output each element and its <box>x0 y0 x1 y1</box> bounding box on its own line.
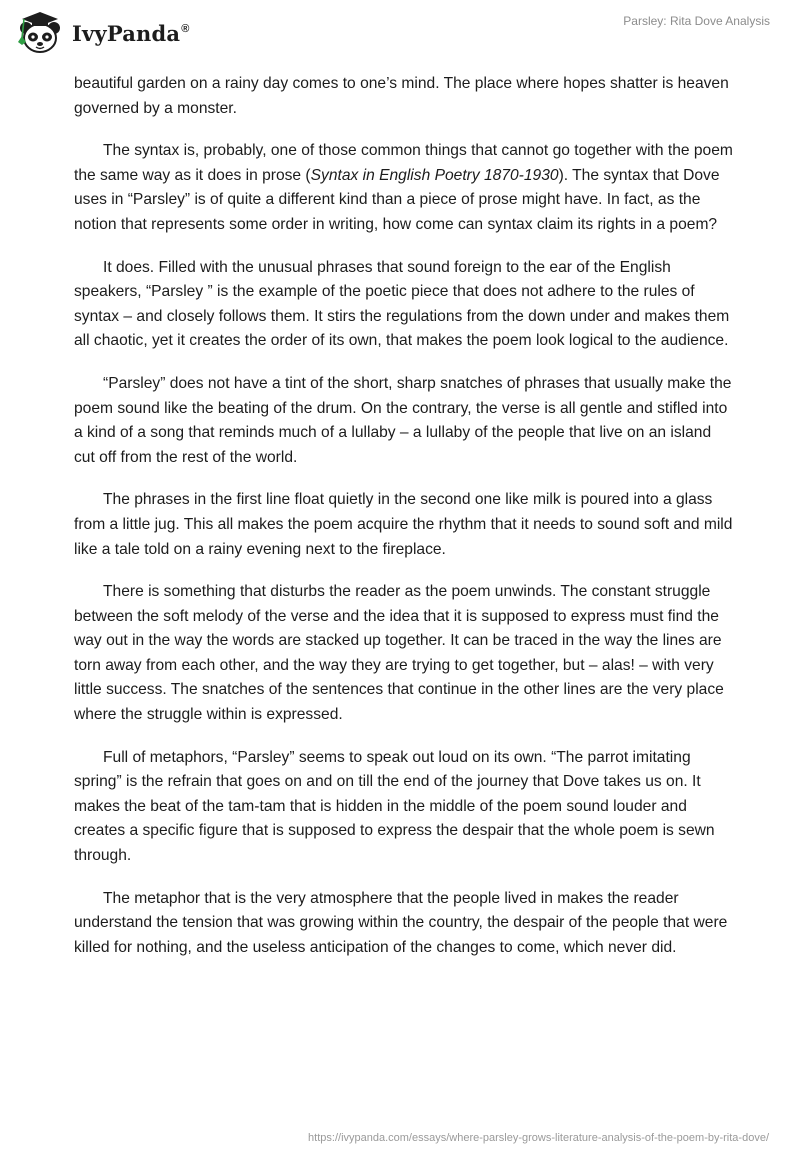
paragraph-7: Full of metaphors, “Parsley” seems to speak out loud on its own. “The parrot imitating spring” is the refrain that goes on and on till the end of the journey that Dove takes us on. It makes the beat of the tam-tam that is hidden in the middle of the poem sound louder and creates a specific figure that is supposed to express the despair that the whole poem is sewn through. <box>74 748 715 865</box>
paragraph-4: “Parsley” does not have a tint of the short, sharp snatches of phrases that usually make the poem sound like the beating of the drum. On the contrary, the verse is all gentle and stifled into a kind of a song that reminds much of a lullaby – a lullaby of the people that live on an island cut off from the rest of the world. <box>74 374 732 466</box>
page-header <box>0 0 800 62</box>
document-title: Parsley: Rita Dove Analysis <box>623 14 770 28</box>
source-url[interactable]: https://ivypanda.com/essays/where-parsley-grows-literature-analysis-of-the-poem-by-rita-dove/ <box>308 1132 769 1144</box>
paragraph-5: The phrases in the first line float quietly in the second one like milk is poured into a glass from a little jug. This all makes the poem acquire the rhythm that it needs to sound soft and mild like a tale told on a rainy evening next to the fireplace. <box>74 491 733 558</box>
paragraph-2: The syntax is, probably, one of those common things that cannot go together with the poem the same way as it does in prose (Syntax in English Poetry 1870-1930). The syntax that Dove uses in “Parsley” is of quite a different kind than a piece of prose might have. In fact, as the notion that represents some order in writing, how come can syntax claim its rights in a poem? <box>74 142 733 233</box>
essay-body <box>74 72 734 978</box>
cited-title: Syntax in English Poetry 1870-1930 <box>310 166 559 184</box>
ivypanda-logo[interactable] <box>14 8 190 56</box>
panda-graduation-icon <box>14 8 66 56</box>
paragraph-3: It does. Filled with the unusual phrases that sound foreign to the ear of the English speakers, “Parsley ” is the example of the poetic piece that does not adhere to the rules of syntax – and closely follows them. It stirs the regulations from the down under and makes them all chaotic, yet it creates the order of its own, that makes the poem look logical to the audience. <box>74 258 730 350</box>
paragraph-1: beautiful garden on a rainy day comes to one’s mind. The place where hopes shatter is heaven governed by a monster. <box>74 75 729 117</box>
paragraph-8: The metaphor that is the very atmosphere that the people lived in makes the reader understand the tension that was growing within the country, the despair of the people that were killed for nothing, and the useless anticipation of the changes to come, which never did. <box>74 889 728 956</box>
logo-text: IvyPanda® <box>72 20 190 46</box>
paragraph-6: There is something that disturbs the reader as the poem unwinds. The constant struggle between the soft melody of the verse and the idea that it is supposed to express must find the way out in the way the words are stacked up together. It can be traced in the way the lines are torn away from each other, and the way they are trying to get together, but – alas! – with very little success. The snatches of the sentences that continue in the other lines are the very place where the struggle within is expressed. <box>74 583 724 724</box>
